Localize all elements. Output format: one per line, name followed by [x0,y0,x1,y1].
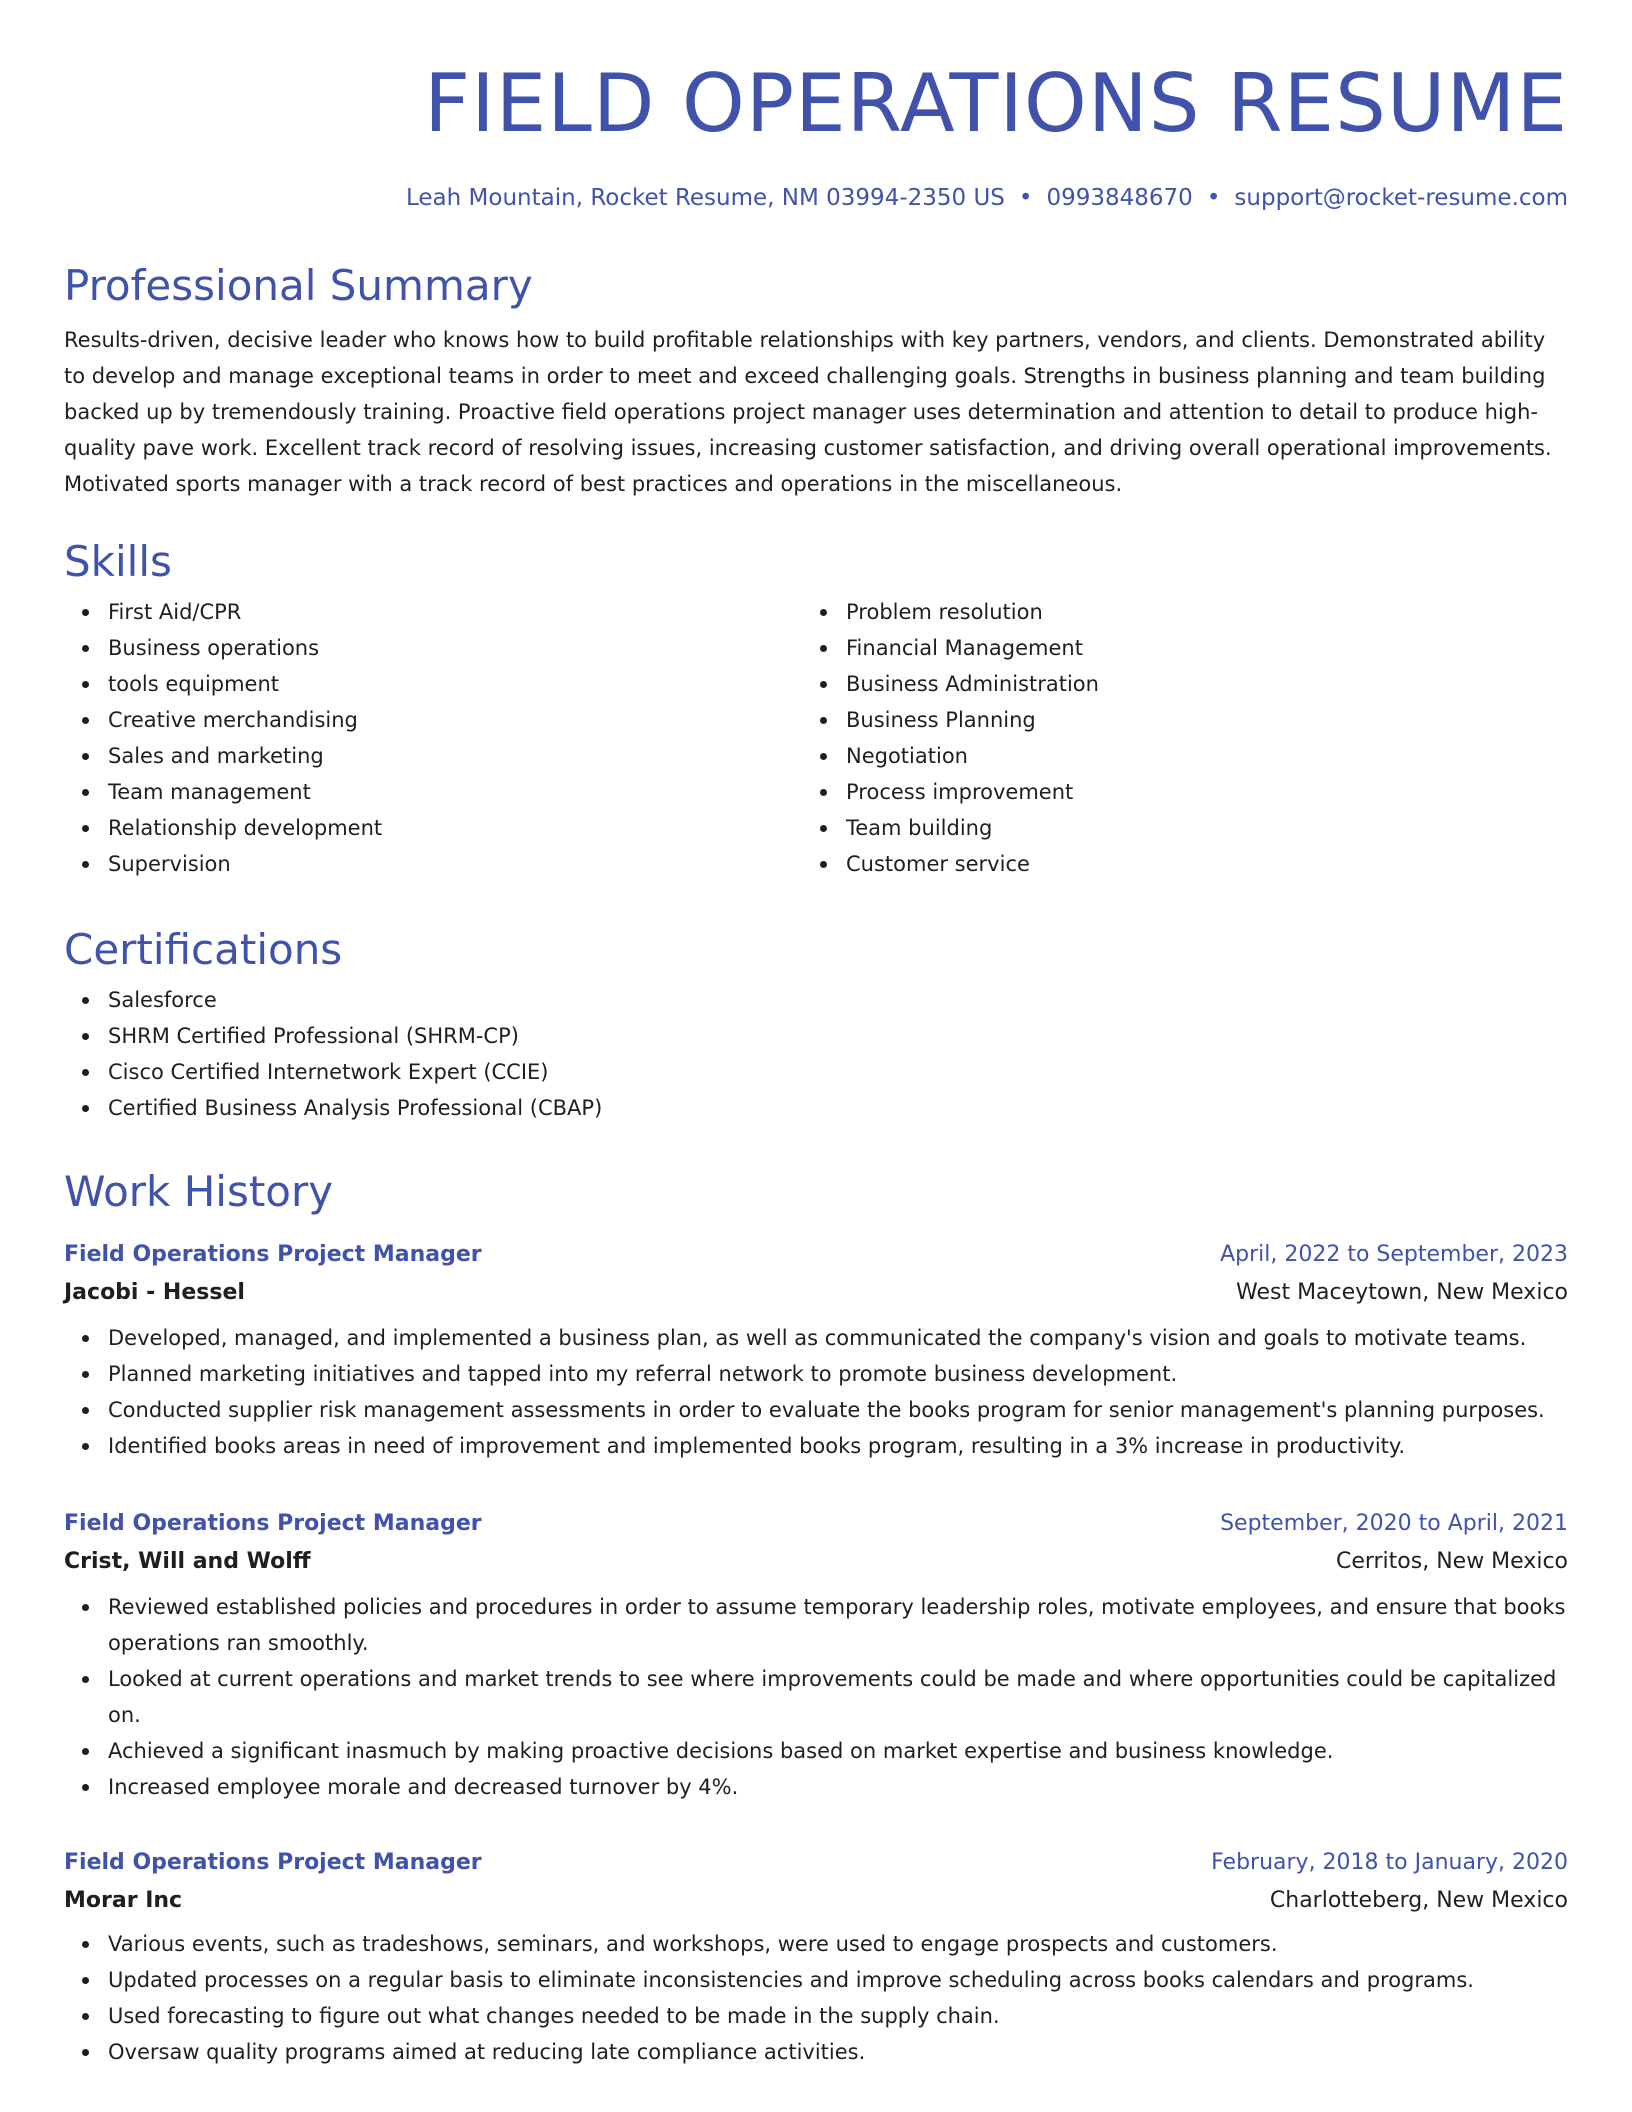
job-bullet: Updated processes on a regular basis to eliminate inconsistencies and improve scheduling across books calendars and programs. [108,1962,1568,1998]
job-title: Field Operations Project Manager [64,1511,482,1536]
job-dates: April, 2022 to September, 2023 [1220,1242,1568,1267]
skill-item: Supervision [108,846,802,882]
job-entry [64,1236,1568,1464]
skill-item: Business Administration [846,666,1540,702]
contact-separator: • [1018,185,1033,211]
skill-item: First Aid/CPR [108,594,802,630]
summary-heading: Professional Summary [64,261,533,310]
job-header [64,1236,1568,1274]
job-bullet: Used forecasting to figure out what changes needed to be made in the supply chain. [108,1998,1568,2034]
job-entry [64,1844,1568,2070]
job-company: Crist, Will and Wolff [64,1549,311,1574]
job-subheader [64,1274,1568,1312]
skills-list-left [64,594,802,882]
work-history-section [64,1166,1568,1218]
contact-line [406,182,1568,214]
skill-item: Team building [846,810,1540,846]
skills-heading: Skills [64,537,172,586]
job-bullet: Achieved a significant inasmuch by making proactive decisions based on market expertise and business knowledge. [108,1733,1568,1769]
skills-section [64,536,1568,882]
job-subheader [64,1882,1568,1920]
job-header [64,1844,1568,1882]
job-bullet: Conducted supplier risk management assessments in order to evaluate the books program for senior management's planning purposes. [108,1392,1568,1428]
job-company: Jacobi - Hessel [64,1280,245,1305]
job-company: Morar Inc [64,1888,183,1913]
job-header [64,1505,1568,1543]
job-bullets [64,1589,1568,1805]
certification-item: Cisco Certified Internetwork Expert (CCIE) [108,1054,1568,1090]
skill-item: Sales and marketing [108,738,802,774]
certification-item: Certified Business Analysis Professional (CBAP) [108,1090,1568,1126]
job-bullets [64,1320,1568,1464]
skills-column-right [802,594,1540,882]
contact-email[interactable]: support@rocket-resume.com [1234,185,1568,211]
job-location: Cerritos, New Mexico [1335,1549,1568,1574]
job-bullets [64,1926,1568,2070]
skill-item: Relationship development [108,810,802,846]
skills-grid [64,594,1568,882]
skill-item: Team management [108,774,802,810]
job-bullet: Oversaw quality programs aimed at reducing late compliance activities. [108,2034,1568,2070]
job-entry [64,1505,1568,1805]
job-bullet: Reviewed established policies and procedures in order to assume temporary leadership roles, motivate employees, and ensure that books operations ran smoothly. [108,1589,1568,1661]
certifications-section [64,924,1568,1126]
job-title: Field Operations Project Manager [64,1242,482,1267]
contact-address: Leah Mountain, Rocket Resume, NM 03994-2350 US [406,185,1005,211]
certification-item: Salesforce [108,982,1568,1018]
skill-item: Customer service [846,846,1540,882]
job-bullet: Looked at current operations and market trends to see where improvements could be made and where opportunities could be capitalized on. [108,1661,1568,1733]
skill-item: Negotiation [846,738,1540,774]
summary-section [64,260,1568,502]
job-dates: September, 2020 to April, 2021 [1220,1511,1568,1536]
job-title: Field Operations Project Manager [64,1850,482,1875]
skill-item: Financial Management [846,630,1540,666]
skill-item: tools equipment [108,666,802,702]
summary-text: Results-driven, decisive leader who knows how to build profitable relationships with key partners, vendors, and clients. Demonstrated ability to develop and manage exceptional teams in order to meet and exceed challenging goals. Strengths in business planning and team building backed up by tremendously training. Proactive field operations project manager uses determination and attention to detail to produce high-quality pave work. Excellent track record of resolving issues, increasing customer satisfaction, and driving overall operational improvements. Motivated sports manager with a track record of best practices and operations in the miscellaneous. [64,328,1552,496]
page-title: FIELD OPERATIONS RESUME [424,57,1568,150]
skill-item: Business Planning [846,702,1540,738]
skill-item: Business operations [108,630,802,666]
job-bullet: Various events, such as tradeshows, seminars, and workshops, were used to engage prospects and customers. [108,1926,1568,1962]
skills-list-right [802,594,1540,882]
certification-item: SHRM Certified Professional (SHRM-CP) [108,1018,1568,1054]
job-bullet: Identified books areas in need of improvement and implemented books program, resulting in a 3% increase in productivity. [108,1428,1568,1464]
work-history-heading: Work History [64,1167,334,1216]
skill-item: Process improvement [846,774,1540,810]
job-bullet: Developed, managed, and implemented a business plan, as well as communicated the company's vision and goals to motivate teams. [108,1320,1568,1356]
contact-separator: • [1206,185,1221,211]
job-bullet: Increased employee morale and decreased turnover by 4%. [108,1769,1568,1805]
contact-phone: 0993848670 [1046,185,1193,211]
job-bullet: Planned marketing initiatives and tapped into my referral network to promote business development. [108,1356,1568,1392]
skills-column-left [64,594,802,882]
job-location: West Maceytown, New Mexico [1236,1280,1568,1305]
job-location: Charlotteberg, New Mexico [1269,1888,1568,1913]
skill-item: Problem resolution [846,594,1540,630]
skill-item: Creative merchandising [108,702,802,738]
job-dates: February, 2018 to January, 2020 [1211,1850,1568,1875]
job-subheader [64,1543,1568,1581]
certifications-list [64,982,1568,1126]
certifications-heading: Certifications [64,925,343,974]
